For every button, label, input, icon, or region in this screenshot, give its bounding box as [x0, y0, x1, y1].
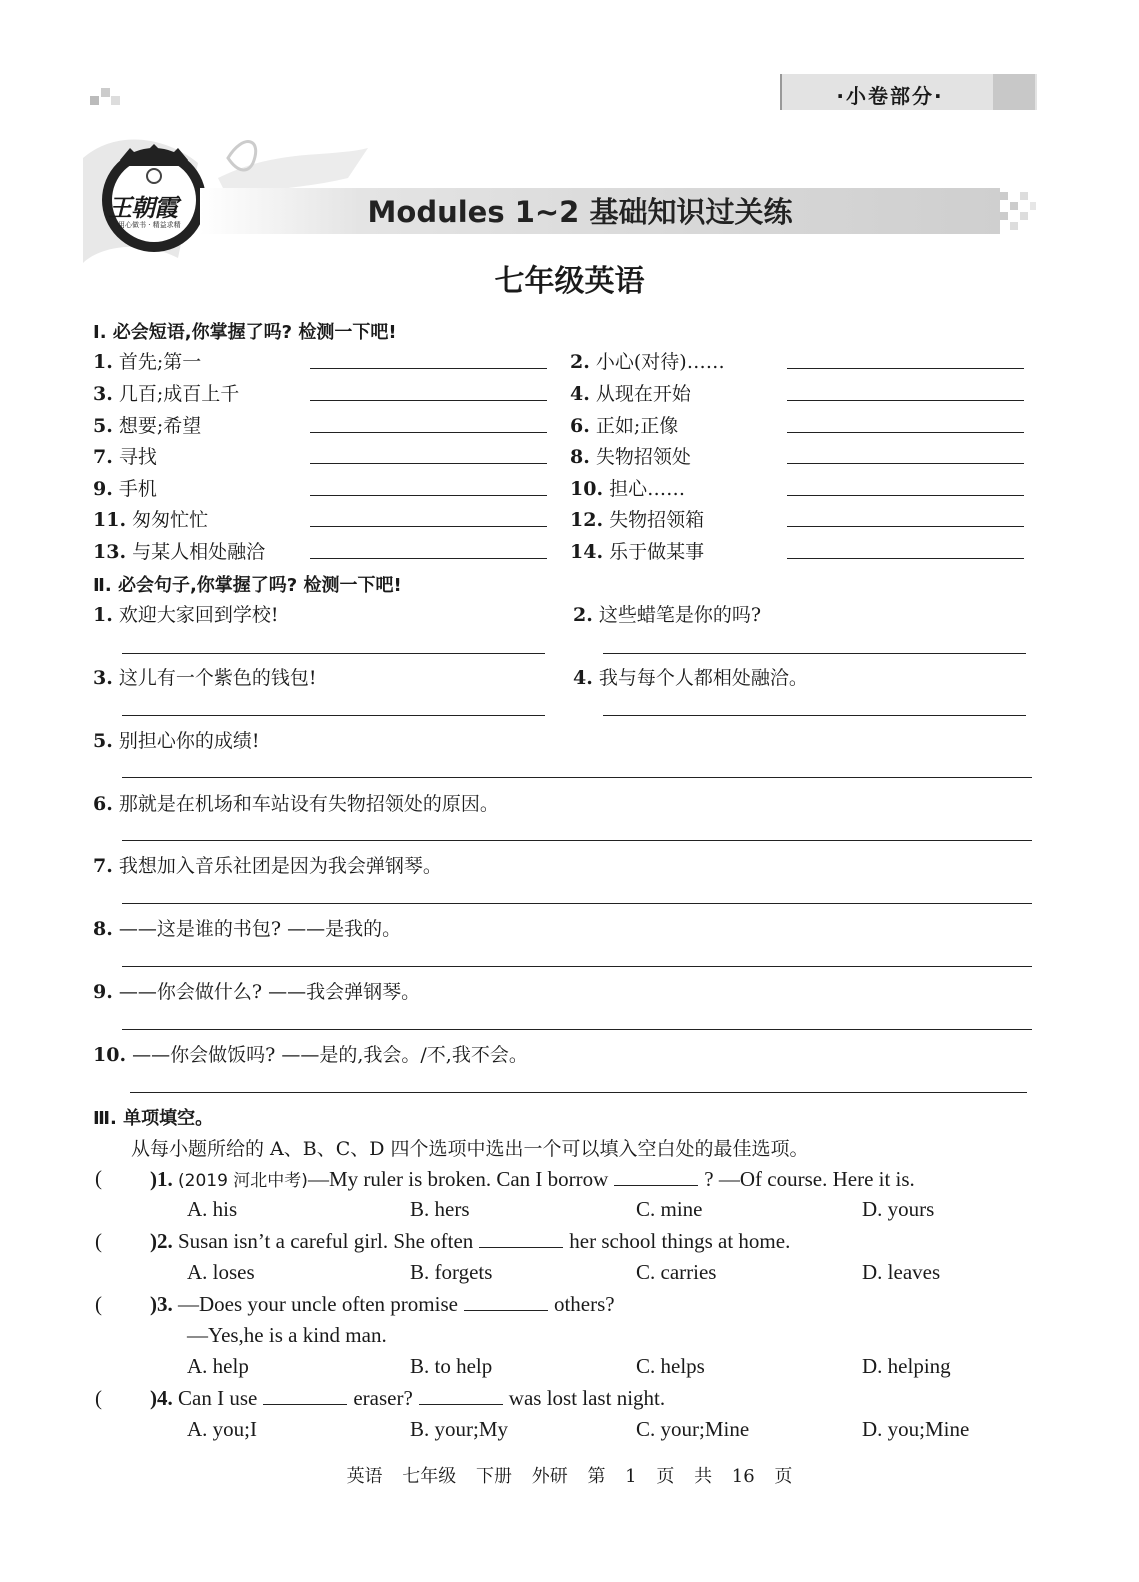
answer-line[interactable] — [122, 715, 545, 716]
section-tag-label: ·小卷部分· — [836, 84, 944, 108]
section3-heading: Ⅲ. 单项填空。 — [93, 1108, 214, 1129]
sentence-item: 2. 这些蜡笔是你的吗? — [573, 604, 762, 626]
page-footer: 英语 七年级 下册 外研 第 1 页 共 16 页 — [346, 1466, 793, 1487]
answer-line[interactable] — [310, 463, 547, 464]
option[interactable]: D. yours — [862, 1197, 935, 1221]
sentence-item: 10. ——你会做饭吗? ——是的,我会。/不,我不会。 — [93, 1044, 528, 1066]
answer-line[interactable] — [310, 526, 547, 527]
option[interactable]: C. your;Mine — [636, 1417, 750, 1441]
question-3: )3. —Does your uncle often promise others? — [150, 1292, 615, 1316]
question-1: )1. (2019 河北中考)—My ruler is broken. Can I borrow ? —Of course. Here it is. — [150, 1167, 915, 1191]
phrase-item: 14. 乐于做某事 — [570, 541, 705, 563]
sentence-item: 7. 我想加入音乐社团是因为我会弹钢琴。 — [93, 855, 442, 877]
option[interactable]: B. your;My — [410, 1417, 509, 1441]
page-subtitle: 七年级英语 — [494, 264, 645, 299]
option[interactable]: A. loses — [187, 1260, 255, 1284]
answer-line[interactable] — [787, 368, 1024, 369]
phrase-item: 12. 失物招领箱 — [570, 509, 705, 531]
logo-text: 王朝霞 — [108, 193, 177, 222]
phrase-item: 8. 失物招领处 — [570, 446, 691, 468]
answer-paren[interactable]: ( — [95, 1229, 102, 1253]
phrase-item: 10. 担心…… — [570, 478, 686, 500]
fill-blank[interactable] — [419, 1386, 503, 1405]
phrase-item: 13. 与某人相处融洽 — [93, 541, 266, 563]
option[interactable]: C. carries — [636, 1260, 717, 1284]
option[interactable]: D. leaves — [862, 1260, 941, 1284]
option[interactable]: D. you;Mine — [862, 1417, 970, 1441]
fill-blank[interactable] — [263, 1386, 347, 1405]
section-tag-block — [993, 74, 1035, 110]
answer-line[interactable] — [310, 432, 547, 433]
checker-decoration — [1000, 188, 1038, 234]
question-3-line2: —Yes,he is a kind man. — [187, 1323, 387, 1347]
answer-line[interactable] — [310, 400, 547, 401]
question-4: )4. Can I use eraser? was lost last night. — [150, 1386, 666, 1410]
phrase-item: 6. 正如;正像 — [570, 415, 679, 437]
answer-line[interactable] — [122, 966, 1032, 967]
option[interactable]: B. to help — [410, 1354, 493, 1378]
sentence-item: 6. 那就是在机场和车站设有失物招领处的原因。 — [93, 793, 499, 815]
sentence-item: 9. ——你会做什么? ——我会弹钢琴。 — [93, 981, 421, 1003]
option[interactable]: C. helps — [636, 1354, 705, 1378]
option[interactable]: A. you;I — [187, 1417, 257, 1441]
answer-paren[interactable]: ( — [95, 1386, 102, 1410]
fill-blank[interactable] — [479, 1229, 563, 1248]
answer-line[interactable] — [787, 495, 1024, 496]
option[interactable]: A. help — [187, 1354, 249, 1378]
section2-heading: Ⅱ. 必会句子,你掌握了吗? 检测一下吧! — [93, 575, 402, 596]
answer-line[interactable] — [130, 1092, 1027, 1093]
fill-blank[interactable] — [464, 1292, 548, 1311]
answer-line[interactable] — [787, 400, 1024, 401]
option[interactable]: A. his — [187, 1197, 238, 1221]
logo-motto: 用心做书 · 精益求精 — [118, 221, 181, 229]
phrase-item: 5. 想要;希望 — [93, 415, 202, 437]
answer-line[interactable] — [787, 526, 1024, 527]
answer-paren[interactable]: ( — [95, 1166, 102, 1190]
section3-instruction: 从每小题所给的 A、B、C、D 四个选项中选出一个可以填入空白处的最佳选项。 — [131, 1138, 809, 1160]
option[interactable]: B. forgets — [410, 1260, 493, 1284]
answer-line[interactable] — [122, 1029, 1032, 1030]
option[interactable]: B. hers — [410, 1197, 470, 1221]
answer-paren[interactable]: ( — [95, 1292, 102, 1316]
phrase-item: 3. 几百;成百上千 — [93, 383, 240, 405]
answer-line[interactable] — [787, 558, 1024, 559]
answer-line[interactable] — [122, 777, 1032, 778]
answer-line[interactable] — [122, 903, 1032, 904]
answer-line[interactable] — [603, 653, 1026, 654]
answer-line[interactable] — [787, 463, 1024, 464]
corner-squares-decoration — [90, 88, 120, 108]
sentence-item: 3. 这儿有一个紫色的钱包! — [93, 667, 317, 689]
sentence-item: 4. 我与每个人都相处融洽。 — [573, 667, 808, 689]
answer-line[interactable] — [310, 558, 547, 559]
answer-line[interactable] — [122, 653, 545, 654]
phrase-item: 1. 首先;第一 — [93, 351, 202, 373]
answer-line[interactable] — [787, 432, 1024, 433]
sentence-item: 5. 别担心你的成绩! — [93, 730, 260, 752]
option[interactable]: D. helping — [862, 1354, 951, 1378]
option[interactable]: C. mine — [636, 1197, 703, 1221]
sentence-item: 1. 欢迎大家回到学校! — [93, 604, 279, 626]
answer-line[interactable] — [310, 495, 547, 496]
phrase-item: 4. 从现在开始 — [570, 383, 691, 405]
question-2: )2. Susan isn’t a careful girl. She often her school things at home. — [150, 1229, 791, 1253]
phrase-item: 7. 寻找 — [93, 446, 157, 468]
answer-line[interactable] — [310, 368, 547, 369]
section1-heading: Ⅰ. 必会短语,你掌握了吗? 检测一下吧! — [93, 322, 397, 343]
page-title: Modules 1~2 基础知识过关练 — [367, 195, 793, 229]
answer-line[interactable] — [603, 715, 1026, 716]
phrase-item: 11. 匆匆忙忙 — [93, 509, 209, 531]
fill-blank[interactable] — [614, 1167, 698, 1186]
sentence-item: 8. ——这是谁的书包? ——是我的。 — [93, 918, 402, 940]
phrase-item: 9. 手机 — [93, 478, 157, 500]
phrase-item: 2. 小心(对待)…… — [570, 351, 725, 373]
answer-line[interactable] — [122, 840, 1032, 841]
